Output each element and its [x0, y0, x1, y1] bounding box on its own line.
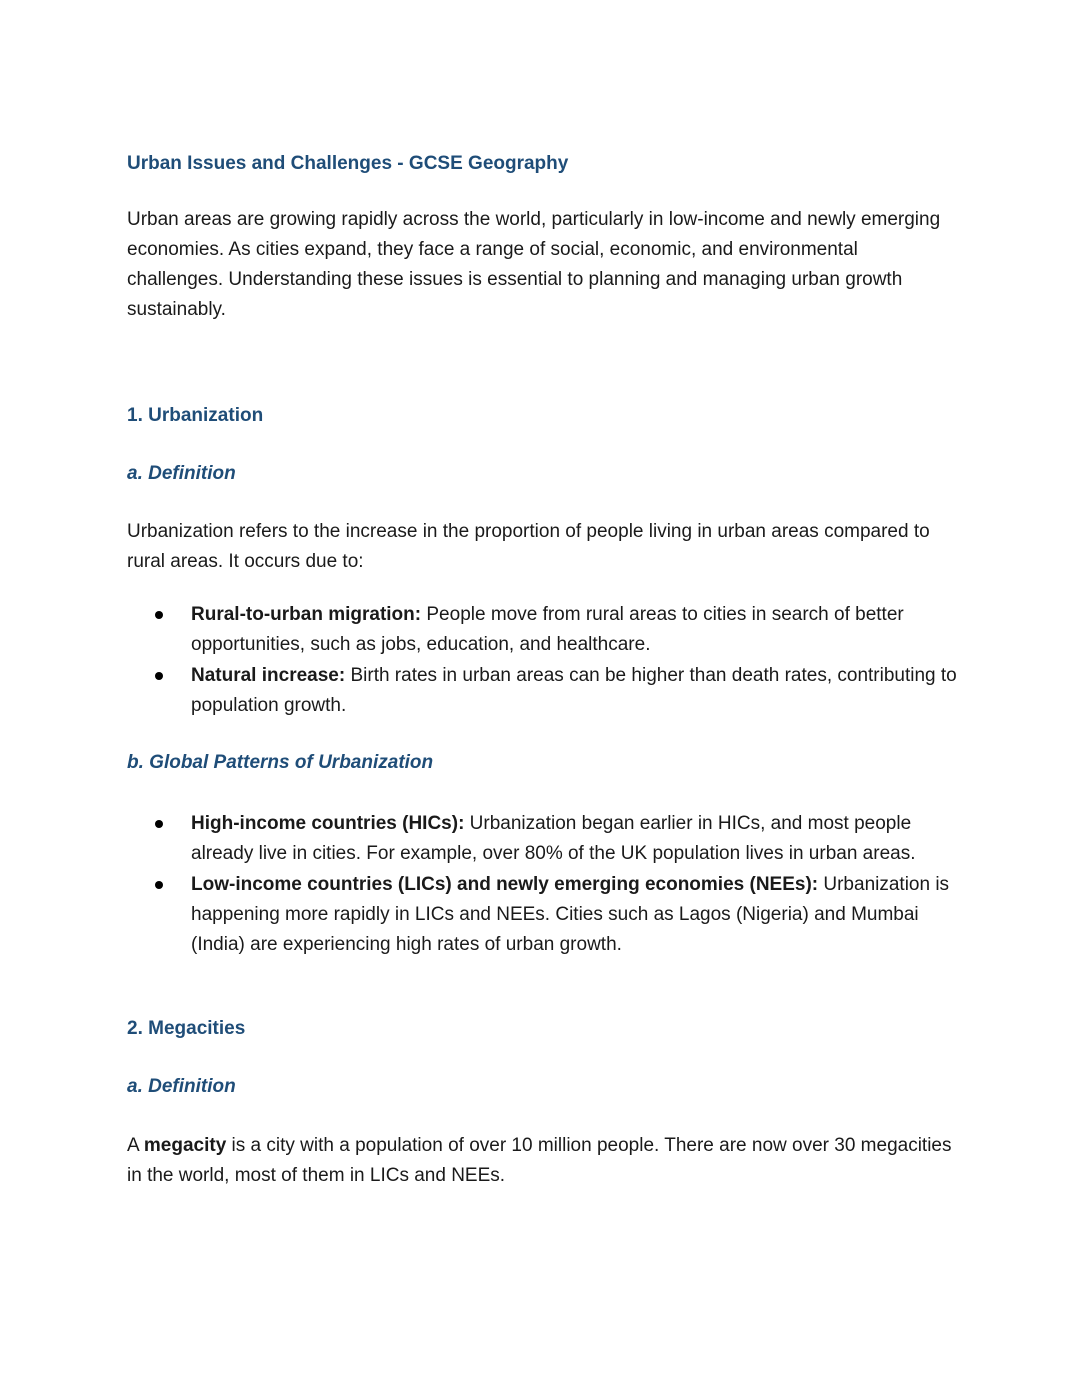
bullet-text: Urbanization began earlier in HICs, and most people already live in cities. For example, over 80% of the UK population lives in urban areas.: [191, 813, 916, 864]
subsection-heading-megacity-definition: a. Definition: [127, 1076, 236, 1097]
bullet-term: Low-income countries (LICs) and newly emerging economies (NEEs):: [191, 874, 819, 895]
bullet-icon: [155, 820, 163, 828]
intro-paragraph: Urban areas are growing rapidly across the world, particularly in low-income and newly emerging economies. As cities expand, they face a range of social, economic, and environmental challenges. Understanding these issues is essential to planning and managing urban growth sustainably.: [127, 209, 941, 320]
bullet-text: Birth rates in urban areas can be higher than death rates, contributing to population growth.: [191, 665, 957, 716]
list-item: [127, 870, 957, 960]
megacity-text-suffix: is a city with a population of over 10 million people. There are now over 30 megacities in the world, most of them in LICs and NEEs.: [127, 1135, 952, 1186]
bullet-term: Rural-to-urban migration:: [191, 604, 422, 625]
subsection-heading-definition: a. Definition: [127, 463, 236, 484]
megacity-text-prefix: A: [127, 1135, 144, 1156]
bullet-term: Natural increase:: [191, 665, 346, 686]
subsection-heading-global-patterns: b. Global Patterns of Urbanization: [127, 752, 434, 773]
list-item: [127, 661, 957, 721]
bullet-icon: [155, 881, 163, 889]
urbanization-definition-text: Urbanization refers to the increase in the proportion of people living in urban areas compared to rural areas. It occurs due to:: [127, 521, 930, 572]
bullet-text: People move from rural areas to cities in search of better opportunities, such as jobs, education, and healthcare.: [191, 604, 904, 655]
list-item: [127, 600, 957, 660]
section-heading-urbanization: 1. Urbanization: [127, 405, 264, 426]
section-heading-megacities: 2. Megacities: [127, 1018, 246, 1039]
list-item: [127, 809, 957, 869]
megacity-term: megacity: [143, 1135, 227, 1156]
global-patterns-list: [127, 809, 957, 961]
urbanization-causes-list: [127, 600, 957, 722]
document-title: Urban Issues and Challenges - GCSE Geography: [127, 153, 569, 174]
bullet-icon: [155, 672, 163, 680]
bullet-icon: [155, 611, 163, 619]
bullet-text: Urbanization is happening more rapidly in LICs and NEEs. Cities such as Lagos (Nigeria) and Mumbai (India) are experiencing high rates of urban growth.: [191, 874, 950, 955]
bullet-term: High-income countries (HICs):: [191, 813, 465, 834]
megacity-definition-text: [127, 1131, 957, 1191]
